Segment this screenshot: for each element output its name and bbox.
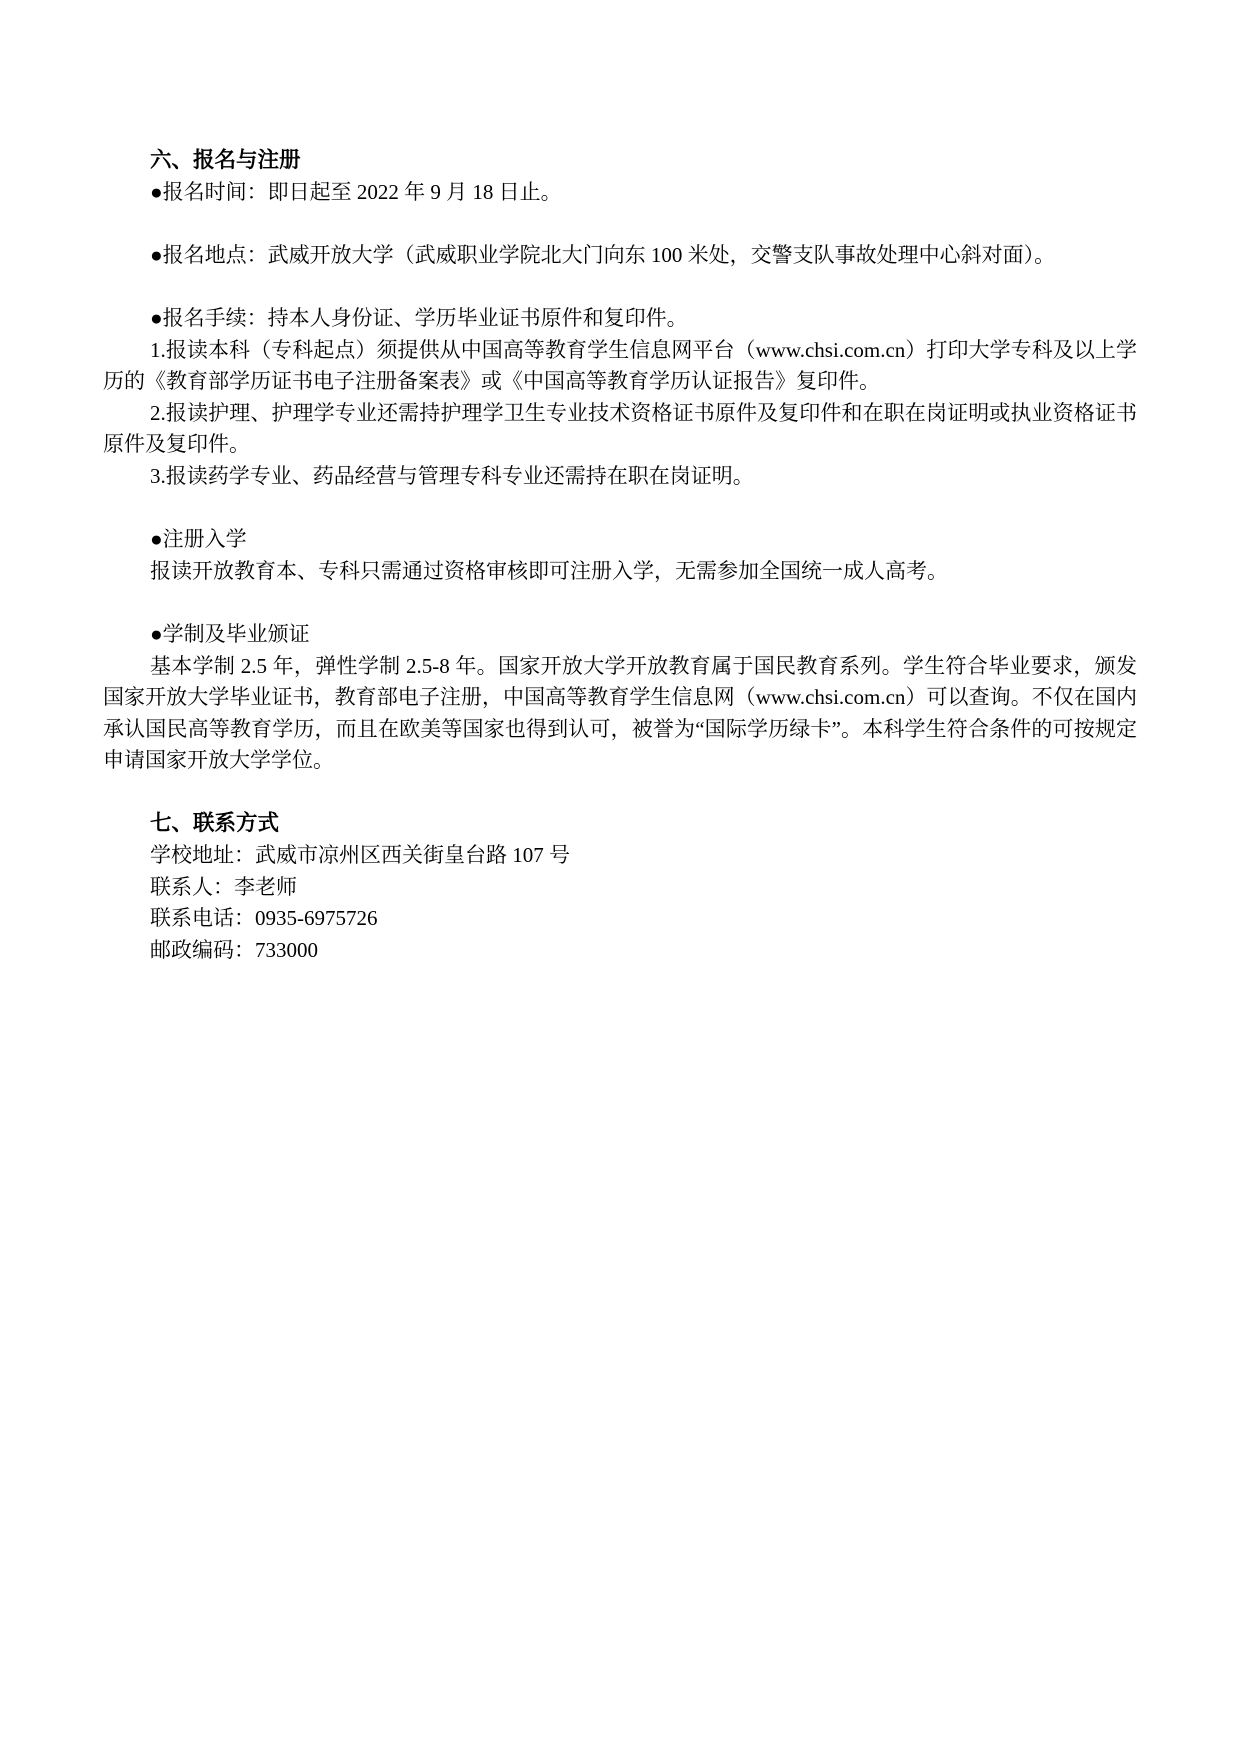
blank-line [103, 271, 1137, 303]
contact-person-line: 联系人：李老师 [150, 874, 297, 899]
contact-address-line: 学校地址：武威市凉州区西关街皇台路 107 号 [150, 843, 570, 868]
enrollment-subheading: ●注册入学 [150, 527, 247, 552]
section-heading-registration: 六、报名与注册 [150, 148, 301, 172]
registration-procedure-line: ●报名手续：持本人身份证、学历毕业证书原件和复印件。 [150, 305, 688, 330]
requirement-item-2: 2.报读护理、护理学专业还需持护理学卫生专业技术资格证书原件及复印件和在职在岗证明或执业资格证书原件及复印件。 [103, 400, 1137, 457]
registration-time-line: ●报名时间：即日起至 2022 年 9 月 18 日止。 [150, 179, 562, 204]
enrollment-description: 报读开放教育本、专科只需通过资格审核即可注册入学，无需参加全国统一成人高考。 [150, 558, 948, 583]
blank-line [103, 493, 1137, 525]
contact-postcode-line: 邮政编码：733000 [150, 937, 318, 962]
requirement-item-1: 1.报读本科（专科起点）须提供从中国高等教育学生信息网平台（www.chsi.com.cn）打印大学专科及以上学历的《教育部学历证书电子注册备案表》或《中国高等教育学历认证报告》复印件。 [103, 337, 1137, 394]
requirement-item-3: 3.报读药学专业、药品经营与管理专科专业还需持在职在岗证明。 [150, 463, 754, 488]
blank-line [103, 777, 1137, 809]
schooling-subheading: ●学制及毕业颁证 [150, 621, 310, 646]
section-heading-contact: 七、联系方式 [150, 811, 280, 836]
blank-line [103, 587, 1137, 619]
contact-phone-line: 联系电话：0935-6975726 [150, 906, 378, 931]
registration-location-line: ●报名地点：武威开放大学（武威职业学院北大门向东 100 米处，交警支队事故处理中心斜对面）。 [150, 242, 1056, 267]
blank-line [103, 208, 1137, 240]
schooling-description: 基本学制 2.5 年，弹性学制 2.5-8 年。国家开放大学开放教育属于国民教育系列。学生符合毕业要求，颁发国家开放大学毕业证书，教育部电子注册，中国高等教育学生信息网（www.chsi.com.cn）可以查询。不仅在国内承认国民高等教育学历，而且在欧美等国家也得到认可，被誉为“国际学历绿卡”。本科学生符合条件的可按规定申请国家开放大学学位。 [103, 653, 1137, 773]
